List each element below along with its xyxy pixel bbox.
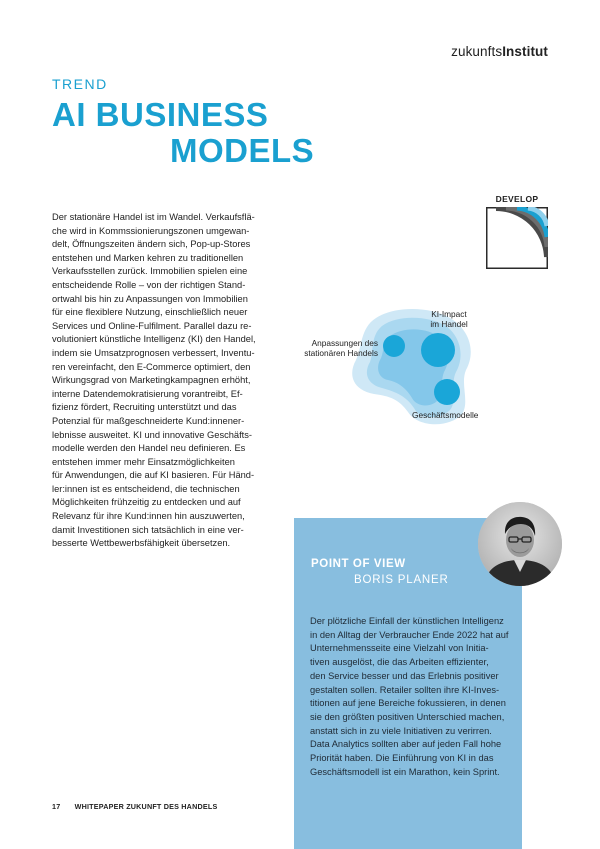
pov-quote-text: Der plötzliche Einfall der künstlichen Intelligenz in den Alltag der Verbraucher Ende 2022 hat auf Unternehmensseite eine Vielzahl von Initia- tiven ausgelöst, die das Arbeiten effizienter, den Service besser und das Erlebnis positiver gestalten sollen. Retailer sollten ihre KI-Inves- titionen auf jene Bereiche fokussieren, in denen sie den größten positiven Unterschied machen, anstatt sich in zu viele Initiativen zu verirren. Data Analytics sollten aber auf jeden Fall hohe Priorität haben. Die Einführung von KI in das Geschäftsmodell ist ein Marathon, kein Sprint. [310,616,509,777]
pov-author-name: BORIS PLANER [354,574,449,586]
page-footer [52,802,217,811]
node-geschaeftsmodelle [434,379,460,405]
develop-label: DEVELOP [495,194,539,204]
page-title-line-1: AI BUSINESS [52,96,269,133]
diagram-label-geschaeftsmodelle: Geschäftsmodelle [412,410,479,420]
diagram-label-ki-impact: KI-Impact im Handel [430,309,468,329]
publication-name: WHITEPAPER ZUKUNFT DES HANDELS [74,802,218,811]
logo-part-regular: zukunfts [451,44,503,59]
develop-arcs-icon [486,207,548,269]
node-ki-impact [421,333,455,367]
logo-part-bold: Institut [502,44,548,59]
pov-title: POINT OF VIEW [311,558,406,570]
page-number: 17 [52,802,61,811]
portrait-photo-icon [478,502,562,586]
article-body: Der stationäre Handel ist im Wandel. Verkaufsflä- che wird in Kommssionierungszonen umgewan- delt, Öffnungszeiten ändern sich, Pop-up-Stores entstehen und Marken kehren zu traditionellen Verkaufsstellen zurück. Immobilien spielen eine entscheidende Rolle – von der richtigen Stand- ortwahl bis hin zu Anpassungen von Immobilien für eine flexiblere Nutzung, einschließlich neuer Services und Online-Fulfilment. Parallel dazu re- volutioniert künstliche Intelligenz (KI) den Handel, indem sie Umsatzprognosen verbessert, Inventu- ren vereinfacht, den E-Commerce optimiert, den Wirkungsgrad von Marketingkampagnen erhöht, interne Datendemokratisierung vorantreibt, Ef- fizienz fördert, Recruiting unterstützt und das Potenzial für maßgeschneiderte Kund:innener- lebnisse ausweitet. KI und innovative Geschäfts- modelle werden den Handel neu definieren. Es entstehen immer mehr Einsatzmöglichkeiten für Anwendungen, die auf KI basieren. Für Händ- ler:innen ist es entscheidend, die technischen Möglichkeiten frühzeitig zu entdecken und auf Relevanz für ihre Kund:innen hin auszuwerten, damit Investitionen sich tatsächlich in eine ver- besserte Wettbewerbsfähigkeit übersetzen. [52,212,256,549]
diagram-label-anpassungen: Anpassungen des stationären Handels [304,338,378,358]
publisher-logo [451,44,548,59]
page-title-line-2: MODELS [170,132,315,169]
author-portrait-avatar [478,502,562,586]
node-anpassungen [383,335,405,357]
section-kicker: TREND [52,76,108,92]
